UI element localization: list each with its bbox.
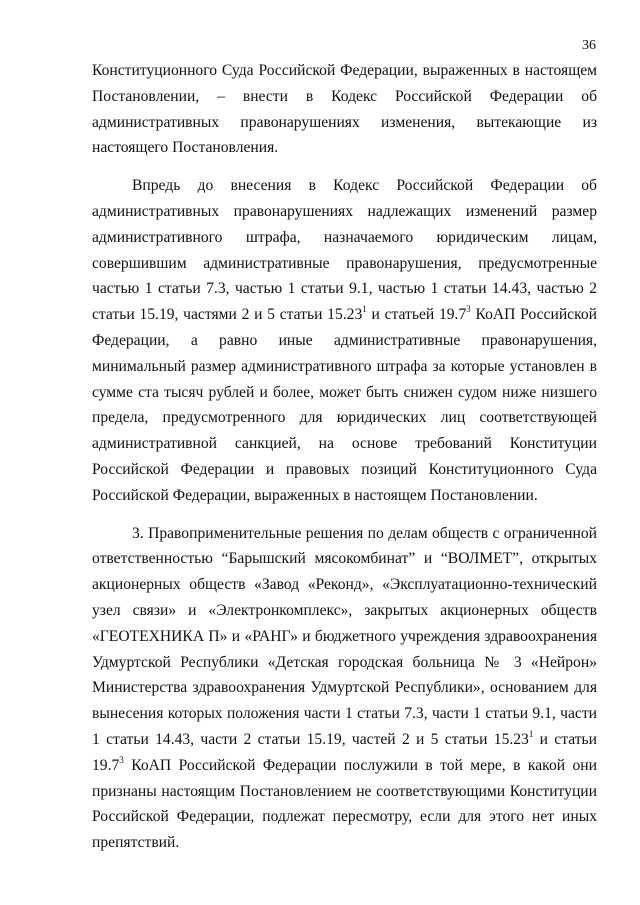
superscript: 3: [466, 303, 471, 314]
paragraph-text: Впредь до внесения в Кодекс Российской Федерации об административных правонарушениях надлежащих изменений размер административного штрафа, назначаемого юридическим лицам, совершившим административные правонарушения, предусмотренные частью 1 статьи 7.3, частью 1 статьи 9.1, частью 1 статьи 14.43, частью 2 статьи 15.19, частями 2 и 5 статьи 15.23: [92, 177, 597, 324]
superscript: 1: [362, 303, 367, 314]
paragraph-item-3: [92, 521, 597, 856]
paragraph-text: Конституционного Суда Российской Федерации, выраженных в настоящем Постановлении, – внести в Кодекс Российской Федерации об административных правонарушениях изменения, вытекающие из настоящего Постановления.: [92, 62, 597, 157]
paragraph-text: 3. Правоприменительные решения по делам обществ с ограниченной ответственностью “Барышский мясокомбинат” и “ВОЛМЕТ”, открытых акционерных обществ «Завод «Реконд», «Эксплуатационно-технический узел связи» и «Электронкомплекс», закрытых акционерных обществ «ГЕОТЕХНИКА П» и «РАНГ» и бюджетного учреждения здравоохранения Удмуртской Республики «Детская городская больница № 3 «Нейрон» Министерства здравоохранения Удмуртской Республики», основанием для вынесения которых положения части 1 статьи 7.3, части 1 статьи 9.1, части 1 статьи 14.43, части 2 статьи 15.19, частей 2 и 5 статьи 15.23: [92, 524, 597, 748]
paragraph-text: и статьей 19.7: [366, 306, 467, 324]
paragraph-text: и статьи 19.7: [92, 730, 598, 774]
paragraph-continuation: [92, 58, 597, 161]
superscript: 3: [119, 754, 124, 765]
paragraph-text: КоАП Российской Федерации послужили в той мере, в какой они признаны настоящим Постановлением не соответствующими Конституции Российской Федерации, подлежат пересмотру, если для этого нет иных препятствий.: [92, 756, 597, 852]
page-number: 36: [582, 38, 596, 53]
document-body: [92, 58, 597, 856]
paragraph-interim-fine-rule: [92, 173, 597, 508]
superscript: 1: [528, 728, 534, 739]
paragraph-text: КоАП Российской Федерации, а равно иные административные правонарушения, минимальный размер административного штрафа за которые установлен в сумме ста тысяч рублей и более, может быть снижен судом ниже низшего предела, предусмотренного для юридических лиц соответствующей административной санкцией, на основе требований Конституции Российской Федерации и правовых позиций Конституционного Суда Российской Федерации, выраженных в настоящем Постановлении.: [92, 306, 598, 504]
